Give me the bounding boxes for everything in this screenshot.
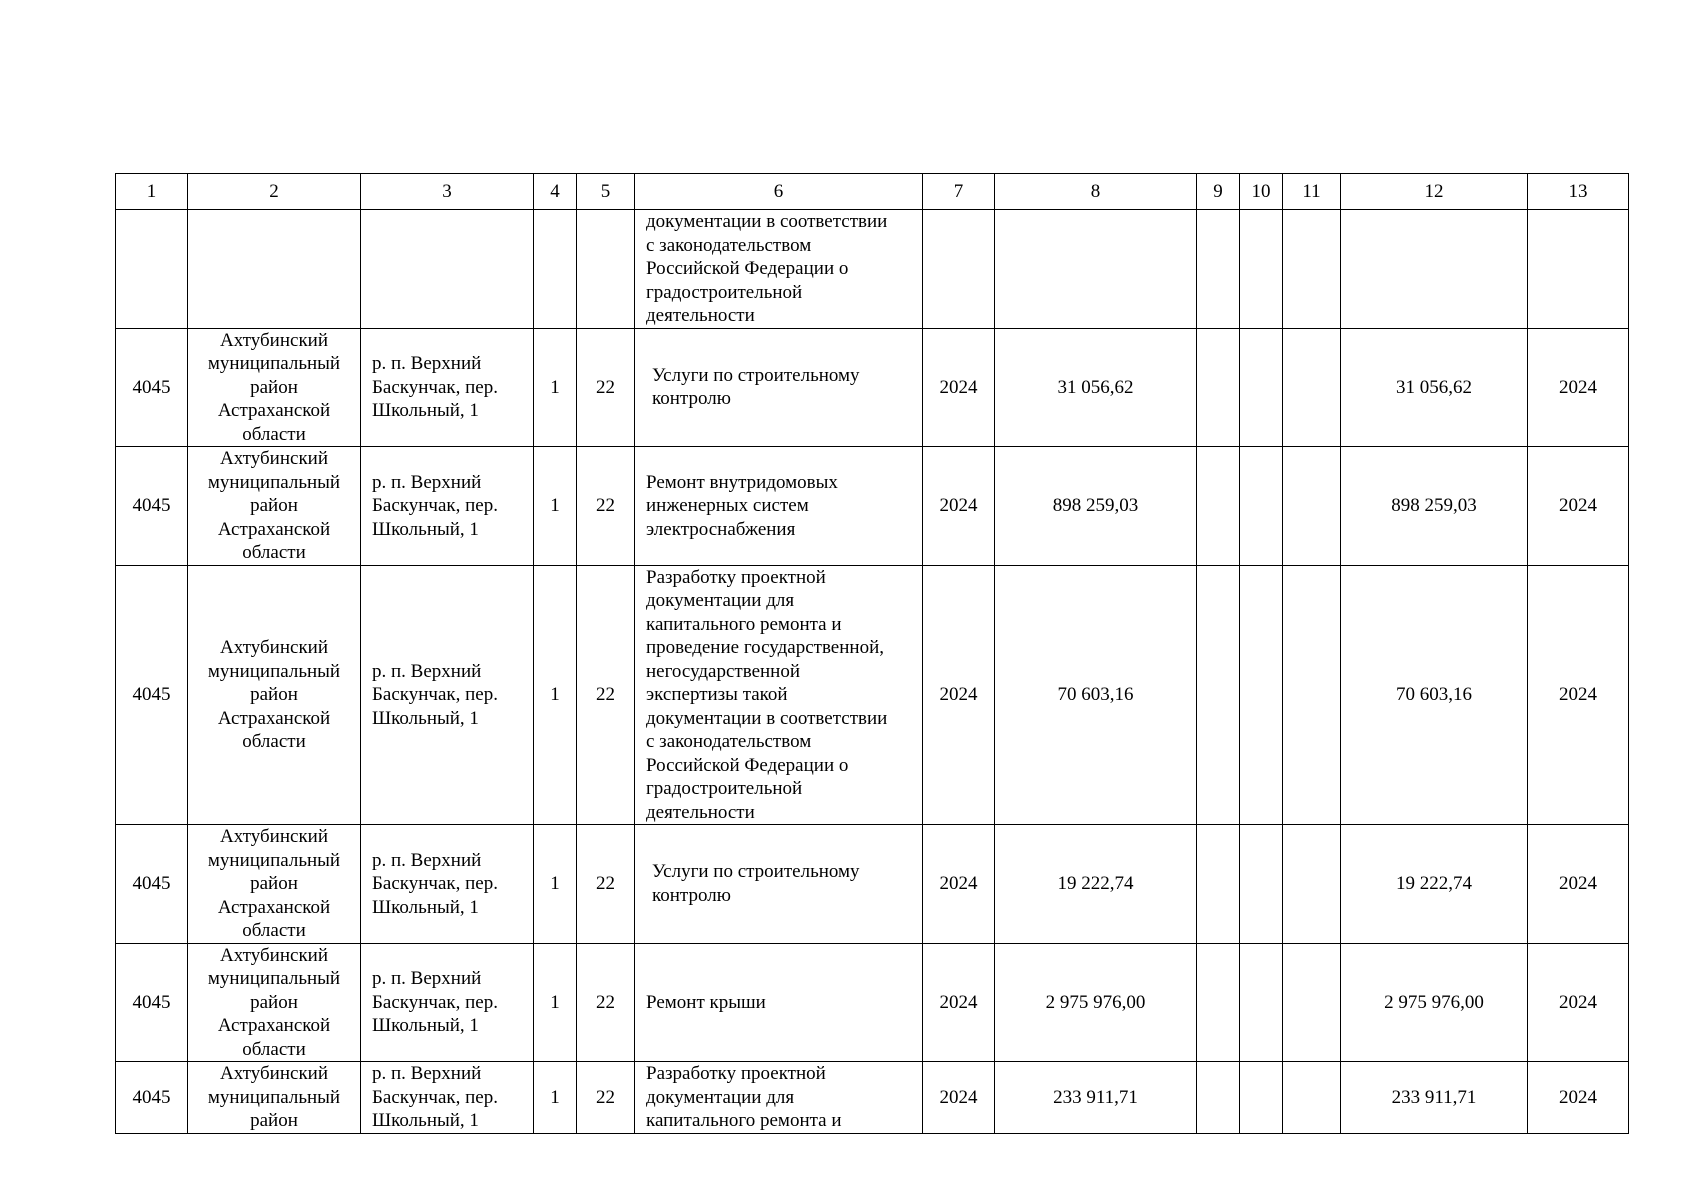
address-text: р. п. Верхний Баскунчак, пер. Школьный, 1	[372, 968, 498, 1036]
amount-total-cell: 70 603,16	[1341, 565, 1528, 825]
table-row	[116, 565, 1629, 825]
address-cell	[361, 943, 534, 1062]
col9-cell	[1197, 943, 1240, 1062]
col4-cell: 1	[534, 1062, 577, 1134]
table-row	[116, 943, 1629, 1062]
municipality-cell	[188, 565, 361, 825]
work-type-text: документации в соответствии с законодательством Российской Федерации о градостроительной деятельности	[646, 211, 888, 326]
header-cell: 8	[995, 174, 1197, 210]
year-cell	[923, 210, 995, 329]
col10-cell	[1240, 447, 1283, 566]
header-cell: 4	[534, 174, 577, 210]
row-number-cell: 4045	[116, 943, 188, 1062]
end-year-cell	[1528, 210, 1629, 329]
end-year-cell: 2024	[1528, 328, 1629, 447]
work-type-cell	[635, 565, 923, 825]
header-cell: 12	[1341, 174, 1528, 210]
amount-total-cell	[1341, 210, 1528, 329]
amount-cell: 31 056,62	[995, 328, 1197, 447]
header-cell: 10	[1240, 174, 1283, 210]
amount-cell: 2 975 976,00	[995, 943, 1197, 1062]
work-type-cell	[635, 447, 923, 566]
col11-cell	[1283, 328, 1341, 447]
work-type-text: Услуги по строительному контролю	[652, 364, 860, 410]
municipality-text: Ахтубинский муниципальный район Астраханской области	[207, 448, 341, 563]
amount-total-cell: 2 975 976,00	[1341, 943, 1528, 1062]
municipality-cell	[188, 825, 361, 944]
amount-cell: 70 603,16	[995, 565, 1197, 825]
municipality-text: Ахтубинский муниципальный район Астраханской области	[207, 637, 341, 752]
col11-cell	[1283, 447, 1341, 566]
col11-cell	[1283, 825, 1341, 944]
row-number-cell: 4045	[116, 565, 188, 825]
amount-total-cell: 233 911,71	[1341, 1062, 1528, 1134]
col4-cell: 1	[534, 943, 577, 1062]
col10-cell	[1240, 210, 1283, 329]
table-row	[116, 447, 1629, 566]
address-cell	[361, 565, 534, 825]
work-type-cell	[635, 1062, 923, 1134]
col11-cell	[1283, 943, 1341, 1062]
address-cell	[361, 825, 534, 944]
year-cell: 2024	[923, 825, 995, 944]
amount-total-cell: 31 056,62	[1341, 328, 1528, 447]
col5-cell: 22	[577, 447, 635, 566]
col5-cell: 22	[577, 1062, 635, 1134]
municipality-text: Ахтубинский муниципальный район	[207, 1063, 341, 1131]
col9-cell	[1197, 1062, 1240, 1134]
year-cell: 2024	[923, 1062, 995, 1134]
municipality-text: Ахтубинский муниципальный район Астраханской области	[207, 826, 341, 941]
amount-cell: 19 222,74	[995, 825, 1197, 944]
amount-total-cell: 898 259,03	[1341, 447, 1528, 566]
col4-cell	[534, 210, 577, 329]
year-cell: 2024	[923, 447, 995, 566]
municipality-cell	[188, 210, 361, 329]
end-year-cell: 2024	[1528, 825, 1629, 944]
col11-cell	[1283, 565, 1341, 825]
col4-cell: 1	[534, 825, 577, 944]
header-cell: 11	[1283, 174, 1341, 210]
table-row	[116, 825, 1629, 944]
col9-cell	[1197, 210, 1240, 329]
col9-cell	[1197, 328, 1240, 447]
work-type-cell	[635, 328, 923, 447]
row-number-cell: 4045	[116, 825, 188, 944]
amount-cell	[995, 210, 1197, 329]
work-type-text: Разработку проектной документации для капитального ремонта и	[646, 1063, 842, 1131]
col11-cell	[1283, 210, 1341, 329]
address-text: р. п. Верхний Баскунчак, пер. Школьный, 1	[372, 660, 498, 729]
header-cell: 9	[1197, 174, 1240, 210]
municipality-cell	[188, 447, 361, 566]
address-cell	[361, 1062, 534, 1134]
address-cell	[361, 328, 534, 447]
municipality-cell	[188, 943, 361, 1062]
header-cell: 13	[1528, 174, 1629, 210]
col9-cell	[1197, 825, 1240, 944]
row-number-cell: 4045	[116, 328, 188, 447]
table-row	[116, 210, 1629, 329]
col5-cell: 22	[577, 825, 635, 944]
work-type-cell	[635, 943, 923, 1062]
col4-cell: 1	[534, 328, 577, 447]
amount-total-cell: 19 222,74	[1341, 825, 1528, 944]
address-text: р. п. Верхний Баскунчак, пер. Школьный, 1	[372, 1063, 498, 1131]
address-cell	[361, 210, 534, 329]
table-row	[116, 1062, 1629, 1134]
amount-cell: 898 259,03	[995, 447, 1197, 566]
header-cell: 3	[361, 174, 534, 210]
col10-cell	[1240, 328, 1283, 447]
header-cell: 5	[577, 174, 635, 210]
col10-cell	[1240, 943, 1283, 1062]
address-text: р. п. Верхний Баскунчак, пер. Школьный, 1	[372, 471, 498, 540]
header-cell: 1	[116, 174, 188, 210]
address-cell	[361, 447, 534, 566]
end-year-cell: 2024	[1528, 1062, 1629, 1134]
address-text: р. п. Верхний Баскунчак, пер. Школьный, 1	[372, 849, 498, 918]
col5-cell	[577, 210, 635, 329]
amount-cell: 233 911,71	[995, 1062, 1197, 1134]
header-cell: 2	[188, 174, 361, 210]
row-number-cell	[116, 210, 188, 329]
work-type-text: Услуги по строительному контролю	[652, 861, 860, 906]
work-type-text: Ремонт крыши	[646, 991, 766, 1013]
municipality-cell	[188, 1062, 361, 1134]
table-header-row	[116, 174, 1629, 210]
header-cell: 7	[923, 174, 995, 210]
col4-cell: 1	[534, 447, 577, 566]
year-cell: 2024	[923, 565, 995, 825]
col9-cell	[1197, 565, 1240, 825]
col10-cell	[1240, 565, 1283, 825]
table-row	[116, 328, 1629, 447]
address-text: р. п. Верхний Баскунчак, пер. Школьный, 1	[372, 353, 498, 421]
col10-cell	[1240, 825, 1283, 944]
col11-cell	[1283, 1062, 1341, 1134]
row-number-cell: 4045	[116, 1062, 188, 1134]
col9-cell	[1197, 447, 1240, 566]
end-year-cell: 2024	[1528, 943, 1629, 1062]
col5-cell: 22	[577, 328, 635, 447]
end-year-cell: 2024	[1528, 447, 1629, 566]
work-type-cell	[635, 210, 923, 329]
header-cell: 6	[635, 174, 923, 210]
municipality-text: Ахтубинский муниципальный район Астраханской области	[207, 329, 341, 445]
works-table	[115, 173, 1629, 1134]
row-number-cell: 4045	[116, 447, 188, 566]
col4-cell: 1	[534, 565, 577, 825]
work-type-text: Ремонт внутридомовых инженерных систем электроснабжения	[646, 471, 838, 540]
col10-cell	[1240, 1062, 1283, 1134]
end-year-cell: 2024	[1528, 565, 1629, 825]
year-cell: 2024	[923, 328, 995, 447]
year-cell: 2024	[923, 943, 995, 1062]
work-type-cell	[635, 825, 923, 944]
municipality-cell	[188, 328, 361, 447]
col5-cell: 22	[577, 943, 635, 1062]
col5-cell: 22	[577, 565, 635, 825]
municipality-text: Ахтубинский муниципальный район Астраханской области	[207, 944, 341, 1060]
work-type-text: Разработку проектной документации для капитального ремонта и проведение государственной, негосударственной экспертизы такой документации в соответствии с законодательством Российской Федерации о градостроительной деятельности	[646, 566, 888, 823]
